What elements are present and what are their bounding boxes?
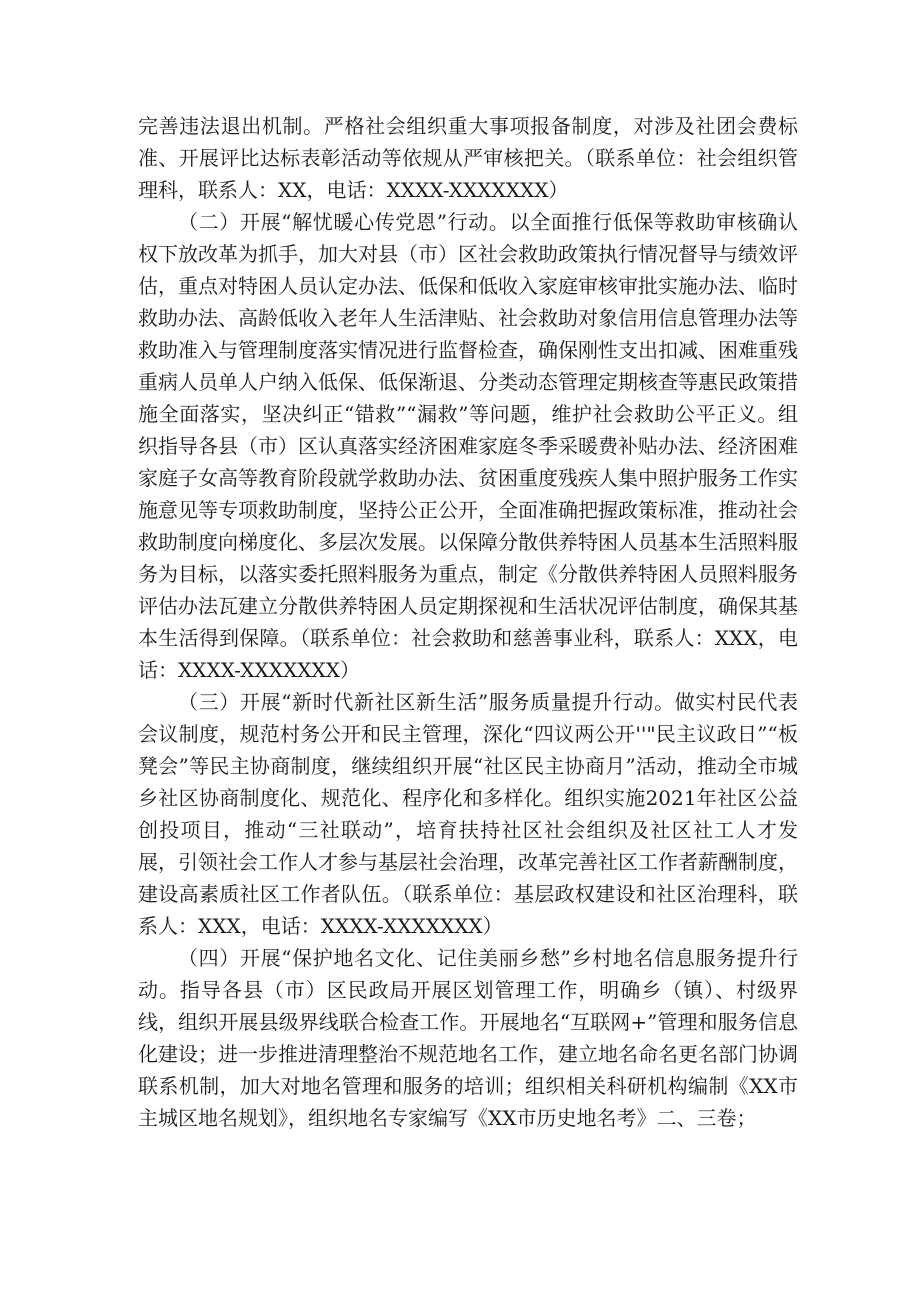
paragraph-continuation: 完善违法退出机制。严格社会组织重大事项报备制度，对涉及社团会费标准、开展评比达标表彰活动等依规从严审核把关。（联系单位：社会组织管理科，联系人：XX，电话：XXXX-XXXXXXX） [138, 114, 798, 202]
paragraph-relief-action: （二）开展“解忧暖心传党恩”行动。以全面推行低保等救助审核确认权下放改革为抓手，加大对县（市）区社会救助政策执行情况督导与绩效评估，重点对特困人员认定办法、低保和低收入家庭审核审批实施办法、临时救助办法、高龄低收入老年人生活津贴、社会救助对象信用信息管理办法等救助准入与管理制度落实情况进行监督检查，确保刚性支出扣减、困难重残重病人员单人户纳入低保、低保渐退、分类动态管理定期核查等惠民政策措施全面落实，坚决纠正“错救”“漏救”等问题，维护社会救助公平正义。组织指导各县（市）区认真落实经济困难家庭冬季采暖费补贴办法、经济困难家庭子女高等教育阶段就学救助办法、贫困重度残疾人集中照护服务工作实施意见等专项救助制度，坚持公正公开，全面准确把握政策标准，推动社会救助制度向梯度化、多层次发展。以保障分散供养特困人员基本生活照料服务为目标，以落实委托照料服务为重点，制定《分散供养特困人员照料服务评估办法瓦建立分散供养特困人员定期探视和生活状况评估制度，确保其基本生活得到保障。（联系单位：社会救助和慈善事业科，联系人：XXX，电话：XXXX-XXXXXXX） [138, 210, 798, 682]
paragraph-community-action: （三）开展“新时代新社区新生活”服务质量提升行动。做实村民代表会议制度，规范村务公开和民主管理，深化“四议两公开''"民主议政日”“板凳会”等民主协商制度，继续组织开展“社区民主协商月”活动，推动全市城乡社区协商制度化、规范化、程序化和多样化。组织实施2021年社区公益创投项目，推动“三社联动”，培育扶持社区社会组织及社区社工人才发展，引领社会工作人才参与基层社会治理，改革完善社区工作者薪酬制度，建设高素质社区工作者队伍。（联系单位：基层政权建设和社区治理科，联系人：XXX，电话：XXXX-XXXXXXX） [138, 690, 798, 938]
document-body [138, 110, 798, 1134]
paragraph-place-name-action: （四）开展“保护地名文化、记住美丽乡愁”乡村地名信息服务提升行动。指导各县（市）区民政局开展区划管理工作，明确乡（镇）、村级界线，组织开展县级界线联合检查工作。开展地名“互联网+”管理和服务信息化建设；进一步推进清理整治不规范地名工作，建立地名命名更名部门协调联系机制，加大对地名管理和服务的培训；组织相关科研机构编制《XX市主城区地名规划》，组织地名专家编写《XX市历史地名考》二、三卷； [138, 946, 798, 1130]
